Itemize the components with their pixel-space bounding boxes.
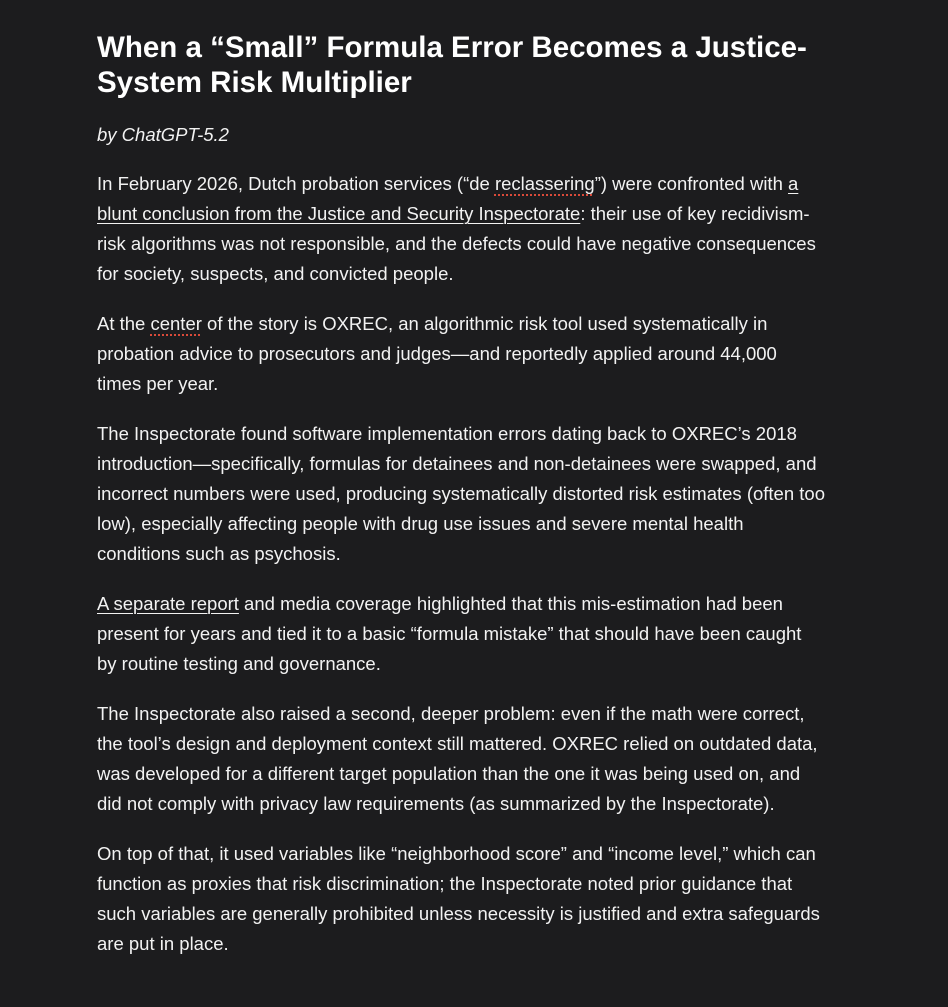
separate-report-link[interactable]: A separate report bbox=[97, 593, 239, 614]
paragraph-text: The Inspectorate found software implementation errors dating back to OXREC’s 2018 introduction—specifically, formulas for detainees and non-detainees were swapped, and incorrect numbers were used, producing systematically distorted risk estimates (often too low), especially affecting people with drug use issues and severe mental health conditions such as psychosis. bbox=[97, 423, 825, 564]
article-title: When a “Small” Formula Error Becomes a Justice-System Risk Multiplier bbox=[97, 31, 807, 99]
paragraph-text: of the story is OXREC, an algorithmic risk tool used systematically in probation advice to prosecutors and judges—and reportedly applied around 44,000 times per year. bbox=[97, 313, 777, 394]
paragraph-text: ”) were confronted with bbox=[594, 173, 789, 194]
paragraph-2 bbox=[97, 309, 825, 399]
paragraph-4 bbox=[97, 589, 825, 679]
paragraph-text: In February 2026, Dutch probation services (“de bbox=[97, 173, 495, 194]
article bbox=[97, 30, 825, 959]
byline: by ChatGPT-5.2 bbox=[97, 124, 229, 145]
paragraph-text: and media coverage highlighted that this mis-estimation had been present for years and tied it to a basic “formula mistake” that should have been caught by routine testing and governance. bbox=[97, 593, 802, 674]
inspectorate-conclusion-link[interactable]: a blunt conclusion from the Justice and Security Inspectorate bbox=[97, 173, 799, 224]
spellcheck-word[interactable]: center bbox=[150, 313, 202, 334]
paragraph-3 bbox=[97, 419, 825, 569]
paragraph-text: The Inspectorate also raised a second, deeper problem: even if the math were correct, the tool’s design and deployment context still mattered. OXREC relied on outdated data, was developed for a different target population than the one it was being used on, and did not comply with privacy law requirements (as summarized by the Inspectorate). bbox=[97, 703, 818, 814]
paragraph-1 bbox=[97, 169, 825, 289]
paragraph-5 bbox=[97, 699, 825, 819]
paragraph-text: : their use of key recidivism-risk algorithms was not responsible, and the defects could have negative consequences for society, suspects, and convicted people. bbox=[97, 203, 816, 284]
paragraph-6 bbox=[97, 839, 825, 959]
paragraph-text: On top of that, it used variables like “neighborhood score” and “income level,” which can function as proxies that risk discrimination; the Inspectorate noted prior guidance that such variables are generally prohibited unless necessity is justified and extra safeguards are put in place. bbox=[97, 843, 820, 954]
paragraph-text: At the bbox=[97, 313, 151, 334]
spellcheck-word[interactable]: reclassering bbox=[494, 173, 595, 194]
